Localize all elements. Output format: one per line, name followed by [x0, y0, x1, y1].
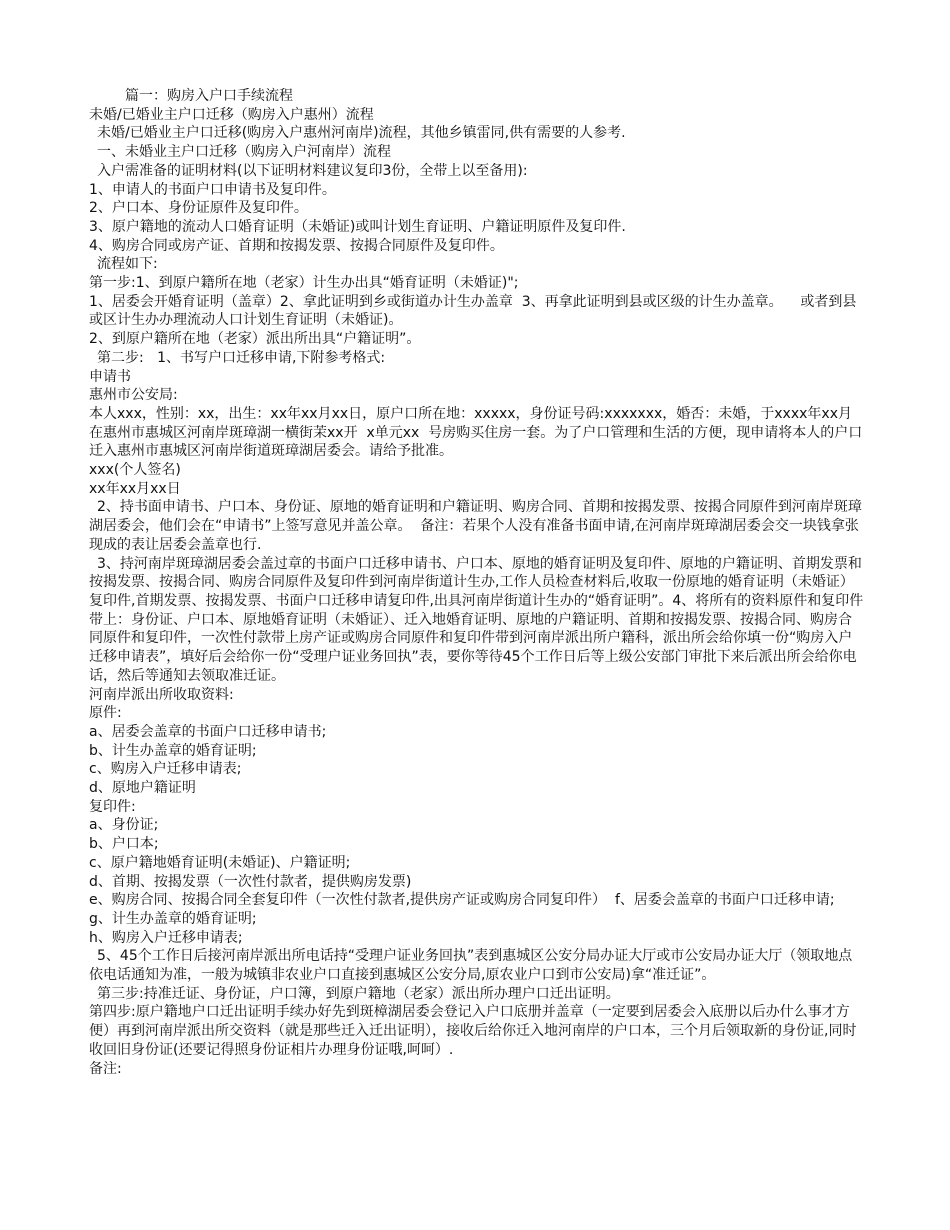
paragraph: 河南岸派出所收取资料:: [89, 686, 234, 703]
list-item: 2、到原户籍所在地（老家）派出所出具“户籍证明”。: [89, 331, 421, 348]
list-item: e、购房合同、按揭合同全套复印件（一次性付款者,提供房产证或购房合同复印件） f、居委会盖章的书面户口迁移申请;: [89, 892, 835, 909]
paragraph: 惠州市公安局:: [89, 387, 178, 404]
paragraph: 5、45个工作日后接河南岸派出所电话持“受理户证业务回执”表到惠城区公安分局办证大厅或市公安局办证大厅（领取地点依电话通知为准，一般为城镇非农业户口直接到惠城区公安分局,原农业户口到市公安局)拿“准迁证”。: [89, 948, 853, 984]
paragraph: xx年xx月xx日: [89, 480, 181, 497]
step-heading: 第二步: 1、书写户口迁移申请,下附参考格式:: [97, 349, 386, 366]
list-item: 2、户口本、身份证原件及复印件。: [89, 200, 308, 217]
step-heading: 第四步:原户籍地户口迁出证明手续办好先到斑樟湖居委会登记入户口底册并盖章（一定要到居委会入底册以后办什么事才方便）再到河南岸派出所交资料（就是那些迁入迁出证明），接收后给你迁入地河南岸的户口本，三个月后领取新的身份证,同时收回旧身份证(还要记得照身份证相片办理身份证哦,呵呵）.: [89, 1004, 857, 1058]
document-body: [89, 87, 864, 1078]
list-item: a、居委会盖章的书面户口迁移申请书;: [89, 723, 327, 740]
list-item: c、原户籍地婚育证明(未婚证)、户籍证明;: [89, 854, 351, 871]
list-item: b、计生办盖章的婚育证明;: [89, 742, 257, 759]
paragraph: 未婚/已婚业主户口迁移(购房入户惠州河南岸)流程，其他乡镇雷同,供有需要的人参考.: [97, 125, 626, 142]
list-item: 1、申请人的书面户口申请书及复印件。: [89, 181, 336, 198]
doc-title: 篇一：购房入户口手续流程: [125, 88, 293, 104]
paragraph: 原件:: [89, 705, 122, 722]
paragraph: 流程如下:: [97, 256, 158, 273]
section-heading: 一、未婚业主户口迁移（购房入户河南岸）流程: [97, 144, 391, 161]
list-item: d、原地户籍证明: [89, 780, 196, 797]
paragraph: 本人xxx，性别：xx，出生：xx年xx月xx日，原户口所在地：xxxxx，身份证号码:xxxxxxx，婚否：未婚，于xxxx年xx月在惠州市惠城区河南岸斑璋湖一横街茉xx开 x单元xx 号房购买住房一套。为了户口管理和生活的方便，现申请将本人的户口迁入惠州市惠城区河南岸街道斑璋湖居委会。请给予批准。: [89, 405, 863, 460]
list-item: h、购房入户迁移申请表;: [89, 929, 243, 946]
list-item: 1、居委会开婚育证明（盖章）2、拿此证明到乡或街道办计生办盖章 3、再拿此证明到县或区级的计生办盖章。 或者到县或区计生办办理流动人口计划生育证明（未婚证)。: [89, 293, 857, 329]
step-heading: 第三步:持准迁证、身份证，户口簿，到原户籍地（老家）派出所办理户口迁出证明。: [97, 985, 620, 1002]
paragraph: xxx(个人签名): [89, 462, 181, 479]
list-item: 4、购房合同或房产证、首期和按揭发票、按揭合同原件及复印件。: [89, 237, 504, 254]
paragraph: 入户需准备的证明材料(以下证明材料建议复印3份，全带上以至备用):: [97, 162, 528, 179]
list-item: b、户口本;: [89, 836, 159, 853]
paragraph: 3、持河南岸斑璋湖居委会盖过章的书面户口迁移申请书、户口本、原地的婚育证明及复印件、原地的户籍证明、首期发票和按揭发票、按揭合同、购房合同原件及复印件到河南岸街道计生办,工作人员检查材料后,收取一份原地的婚育证明（未婚证）复印件,首期发票、按揭发票、书面户口迁移申请复印件,出具河南岸街道计生办的“婚育证明”。4、将所有的资料原件和复印件带上：身份证、户口本、原地婚育证明（未婚证）、迁入地婚育证明、原地的户籍证明、首期和按揭发票、按揭合同、购房合同原件和复印件，一次性付款带上房产证或购房合同原件和复印件带到河南岸派出所户籍科，派出所会给你填一份“购房入户迁移申请表”，填好后会给你一份“受理户证业务回执”表，要你等待45个工作日后等上级公安部门审批下来后派出所会给你电话，然后等通知去领取准迁证。: [89, 555, 864, 684]
list-item: g、计生办盖章的婚育证明;: [89, 910, 257, 927]
paragraph: 2、持书面申请书、户口本、身份证、原地的婚育证明和户籍证明、购房合同、首期和按揭发票、按揭合同原件到河南岸斑璋湖居委会，他们会在“申请书”上签写意见并盖公章。 备注：若果个人没有准备书面申请,在河南岸斑璋湖居委会交一块钱拿张现成的表让居委会盖章也行.: [89, 499, 862, 553]
list-item: d、首期、按揭发票（一次性付款者，提供购房发票): [89, 873, 412, 890]
paragraph: 复印件:: [89, 798, 136, 815]
list-item: a、身份证;: [89, 817, 159, 834]
list-item: 3、原户籍地的流动人口婚育证明（未婚证)或叫计划生育证明、户籍证明原件及复印件.: [89, 218, 626, 235]
paragraph: 备注:: [89, 1060, 122, 1077]
doc-subtitle: 未婚/已婚业主户口迁移（购房入户惠州）流程: [89, 106, 374, 123]
step-heading: 第一步:1、到原户籍所在地（老家）计生办出具“婚育证明（未婚证)";: [89, 275, 519, 292]
list-item: c、购房入户迁移申请表;: [89, 761, 242, 778]
paragraph: 申请书: [89, 368, 131, 385]
